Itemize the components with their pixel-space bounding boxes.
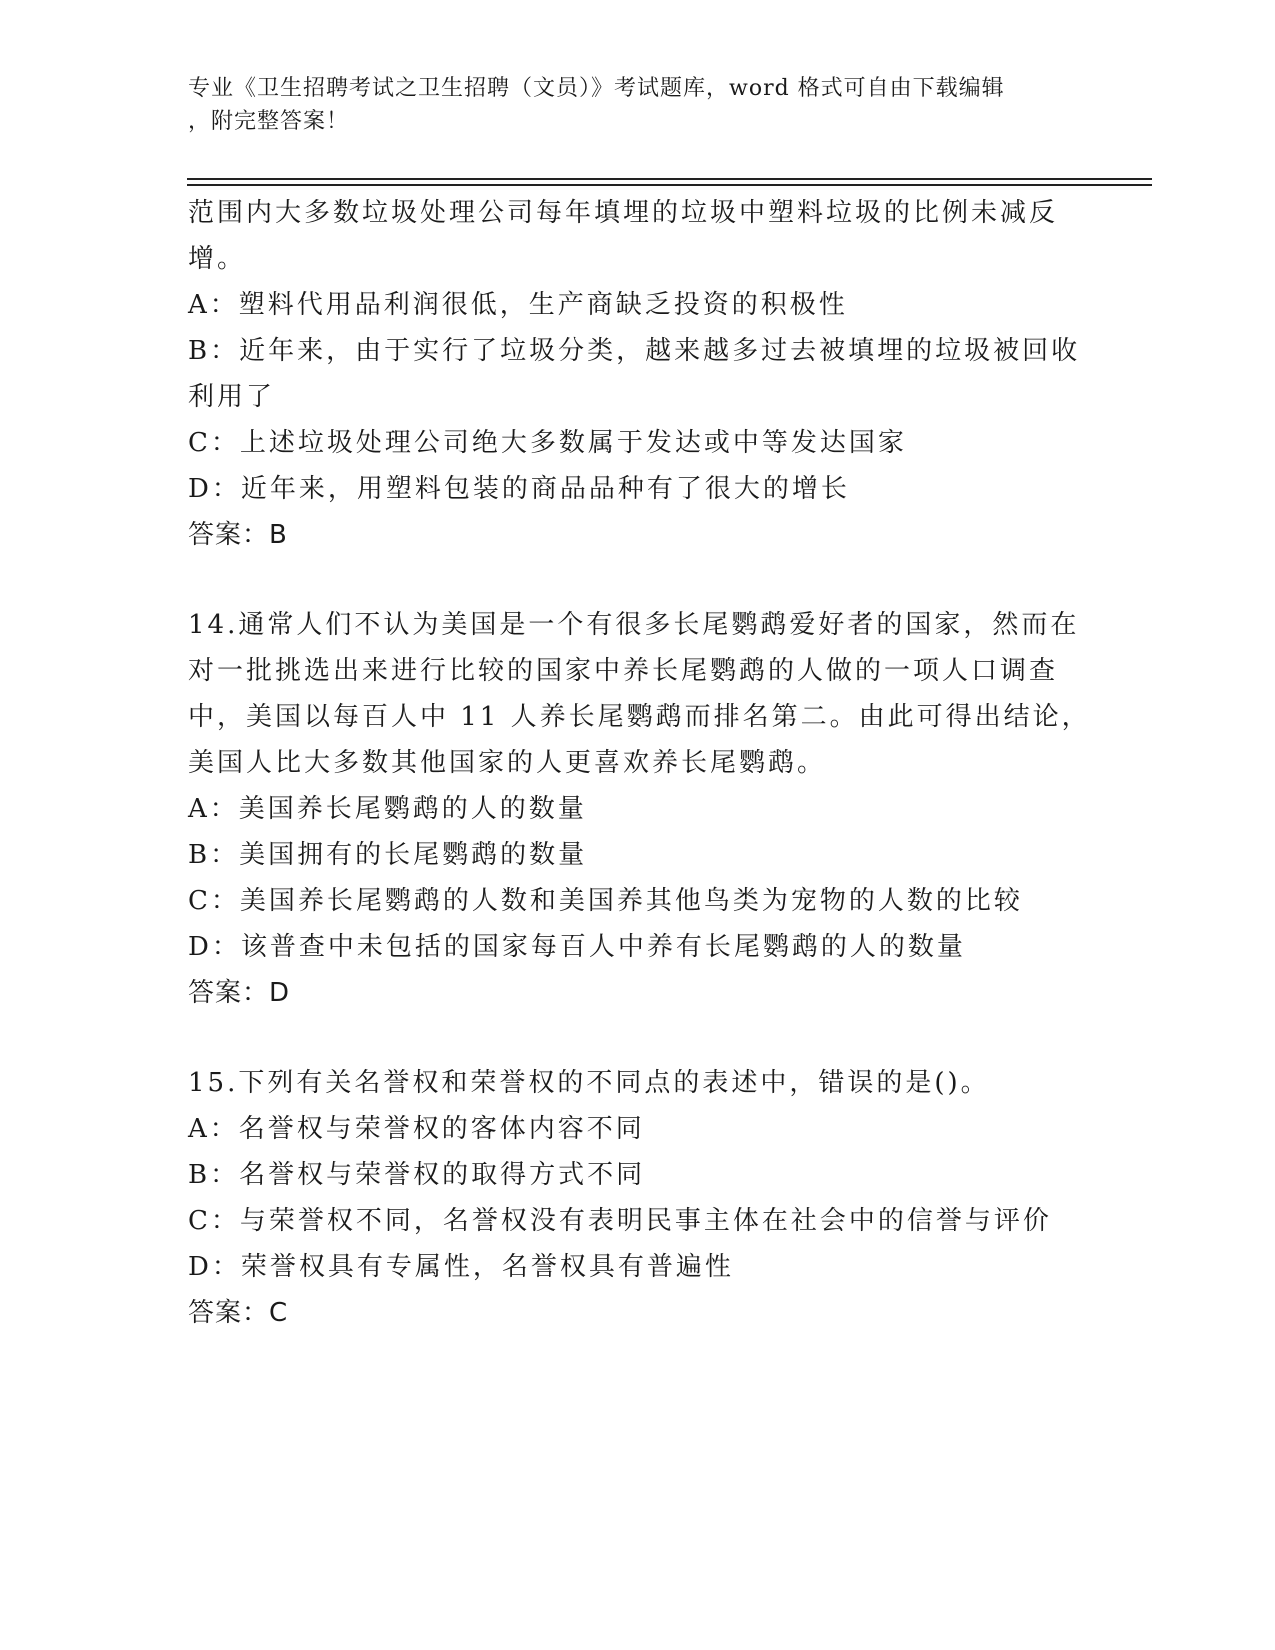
option-c: C：美国养长尾鹦鹉的人数和美国养其他鸟类为宠物的人数的比较 [188,886,1023,916]
header-line-1: 专业《卫生招聘考试之卫生招聘（文员）》考试题库，word 格式可自由下载编辑 [188,76,1005,101]
question-15 [188,1060,1088,1336]
header-divider-bottom [187,184,1152,186]
option-d: D：近年来，用塑料包装的商品品种有了很大的增长 [188,474,850,504]
question-13 [188,190,1088,558]
option-c: C：上述垃圾处理公司绝大多数属于发达或中等发达国家 [188,428,907,458]
option-b: B：名誉权与荣誉权的取得方式不同 [188,1160,646,1190]
option-b: B：近年来，由于实行了垃圾分类，越来越多过去被填埋的垃圾被回收 [188,336,1081,366]
question-spacer [188,558,1088,602]
option-d: D：荣誉权具有专属性，名誉权具有普遍性 [188,1252,734,1282]
option-a: A：塑料代用品利润很低，生产商缺乏投资的积极性 [188,290,848,320]
question-stem-line: 增。 [188,244,247,274]
option-b: B：美国拥有的长尾鹦鹉的数量 [188,840,588,870]
answer-label: 答案：D [188,978,291,1008]
question-14 [188,602,1091,1016]
answer-label: 答案：B [188,520,288,550]
question-stem-line: 美国人比大多数其他国家的人更喜欢养长尾鹦鹉。 [188,748,827,778]
question-stem-line: 15.下列有关名誉权和荣誉权的不同点的表述中，错误的是()。 [188,1068,990,1098]
option-a: A：名誉权与荣誉权的客体内容不同 [188,1114,645,1144]
option-a: A：美国养长尾鹦鹉的人的数量 [188,794,587,824]
question-stem-line: 14.通常人们不认为美国是一个有很多长尾鹦鹉爱好者的国家，然而在 [188,610,1080,640]
header-divider-top [187,178,1152,180]
option-d: D：该普查中未包括的国家每百人中养有长尾鹦鹉的人的数量 [188,932,966,962]
document-body [188,190,1091,1336]
option-c: C：与荣誉权不同，名誉权没有表明民事主体在社会中的信誉与评价 [188,1206,1052,1236]
question-spacer [188,1016,1088,1060]
question-stem-line: 对一批挑选出来进行比较的国家中养长尾鹦鹉的人做的一项人口调查 [188,656,1059,686]
answer-label: 答案：C [188,1298,289,1328]
question-stem-line: 中，美国以每百人中 11 人养长尾鹦鹉而排名第二。由此可得出结论， [188,702,1091,732]
page-header [188,72,1068,138]
question-stem-line: 范围内大多数垃圾处理公司每年填埋的垃圾中塑料垃圾的比例未减反 [188,198,1059,228]
header-line-2: ，附完整答案！ [188,109,350,134]
option-b-continued: 利用了 [188,382,276,412]
